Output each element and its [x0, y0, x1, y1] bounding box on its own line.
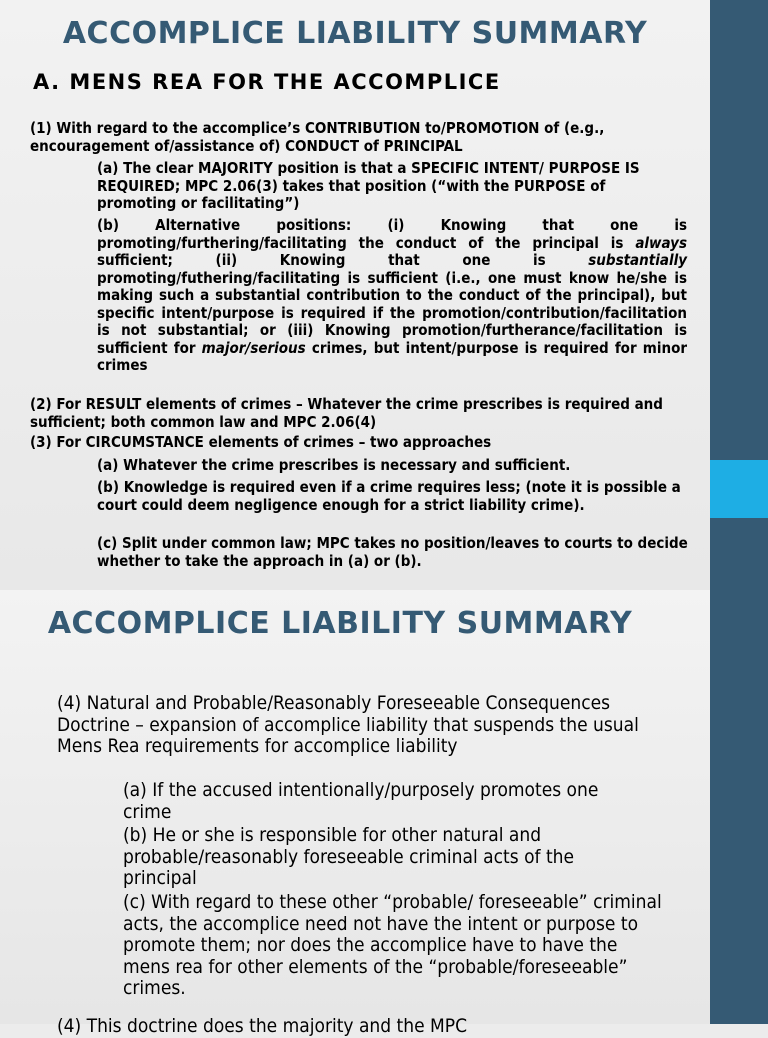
point-3b: (b) Knowledge is required even if a crime requires less; (note it is possible a court could deem negligence enough for a strict liability crime).: [97, 478, 681, 514]
slide-title: ACCOMPLICE LIABILITY SUMMARY: [47, 606, 633, 641]
point-1b-text-2: sufficient; (ii) Knowing that one is: [97, 251, 589, 269]
point-4b: (b) He or she is responsible for other natural and probable/reasonably foreseeable criminal acts of the principal: [123, 824, 575, 889]
point-1b-major: major/serious: [201, 338, 306, 357]
point-1b-text-1: (b) Alternative positions: (i) Knowing that one is promoting/furthering/facilitating the conduct of the principal is: [97, 216, 687, 252]
point-1b-text-4: crimes, but intent/purpose is required for minor crimes: [97, 338, 688, 374]
point-4c: (c) With regard to these other “probable/ foreseeable” criminal acts, the accomplice need not have the intent or purpose to promote them; nor does the accomplice have to have the mens rea for other elements of the “probable/foreseeable” crimes.: [123, 891, 662, 999]
point-3a: (a) Whatever the crime prescribes is necessary and sufficient.: [97, 456, 571, 474]
point-1a: (a) The clear MAJORITY position is that a SPECIFIC INTENT/ PURPOSE IS REQUIRED; MPC 2.06(3) takes that position (“with the PURPOSE of promoting or facilitating”): [97, 159, 640, 212]
side-accent: [710, 460, 768, 518]
point-1: (1) With regard to the accomplice’s CONTRIBUTION to/PROMOTION of (e.g., encouragement of/assistance of) CONDUCT of PRINCIPAL: [30, 119, 605, 155]
point-1b-substantially: substantially: [588, 251, 687, 269]
point-5-partial: (4) This doctrine does the majority and the MPC: [57, 1015, 468, 1037]
point-3c: (c) Split under common law; MPC takes no position/leaves to courts to decide whether to take the approach in (a) or (b).: [97, 534, 688, 570]
point-1b-always: always: [635, 233, 687, 252]
point-3: (3) For CIRCUMSTANCE elements of crimes – two approaches: [30, 433, 492, 451]
point-4a: (a) If the accused intentionally/purposely promotes one crime: [123, 779, 599, 823]
slide-title: ACCOMPLICE LIABILITY SUMMARY: [62, 16, 648, 51]
point-1b: [97, 217, 687, 375]
point-1b-text-3: promoting/futhering/facilitating is sufficient (i.e., one must know he/she is making such a substantial contribution to the conduct of the principal), but specific intent/purpose is required if the promotion/contribution/facilitation is not substantial; or (iii) Knowing promotion/furtherance/facilitation is sufficient for: [97, 268, 687, 357]
section-heading: A. MENS REA FOR THE ACCOMPLICE: [33, 70, 501, 94]
point-4: (4) Natural and Probable/Reasonably Foreseeable Consequences Doctrine – expansion of accomplice liability that suspends the usual Mens Rea requirements for accomplice liability: [57, 692, 639, 757]
slide-2: [0, 590, 710, 1037]
point-2: (2) For RESULT elements of crimes – Whatever the crime prescribes is required and sufficient; both common law and MPC 2.06(4): [30, 395, 663, 431]
